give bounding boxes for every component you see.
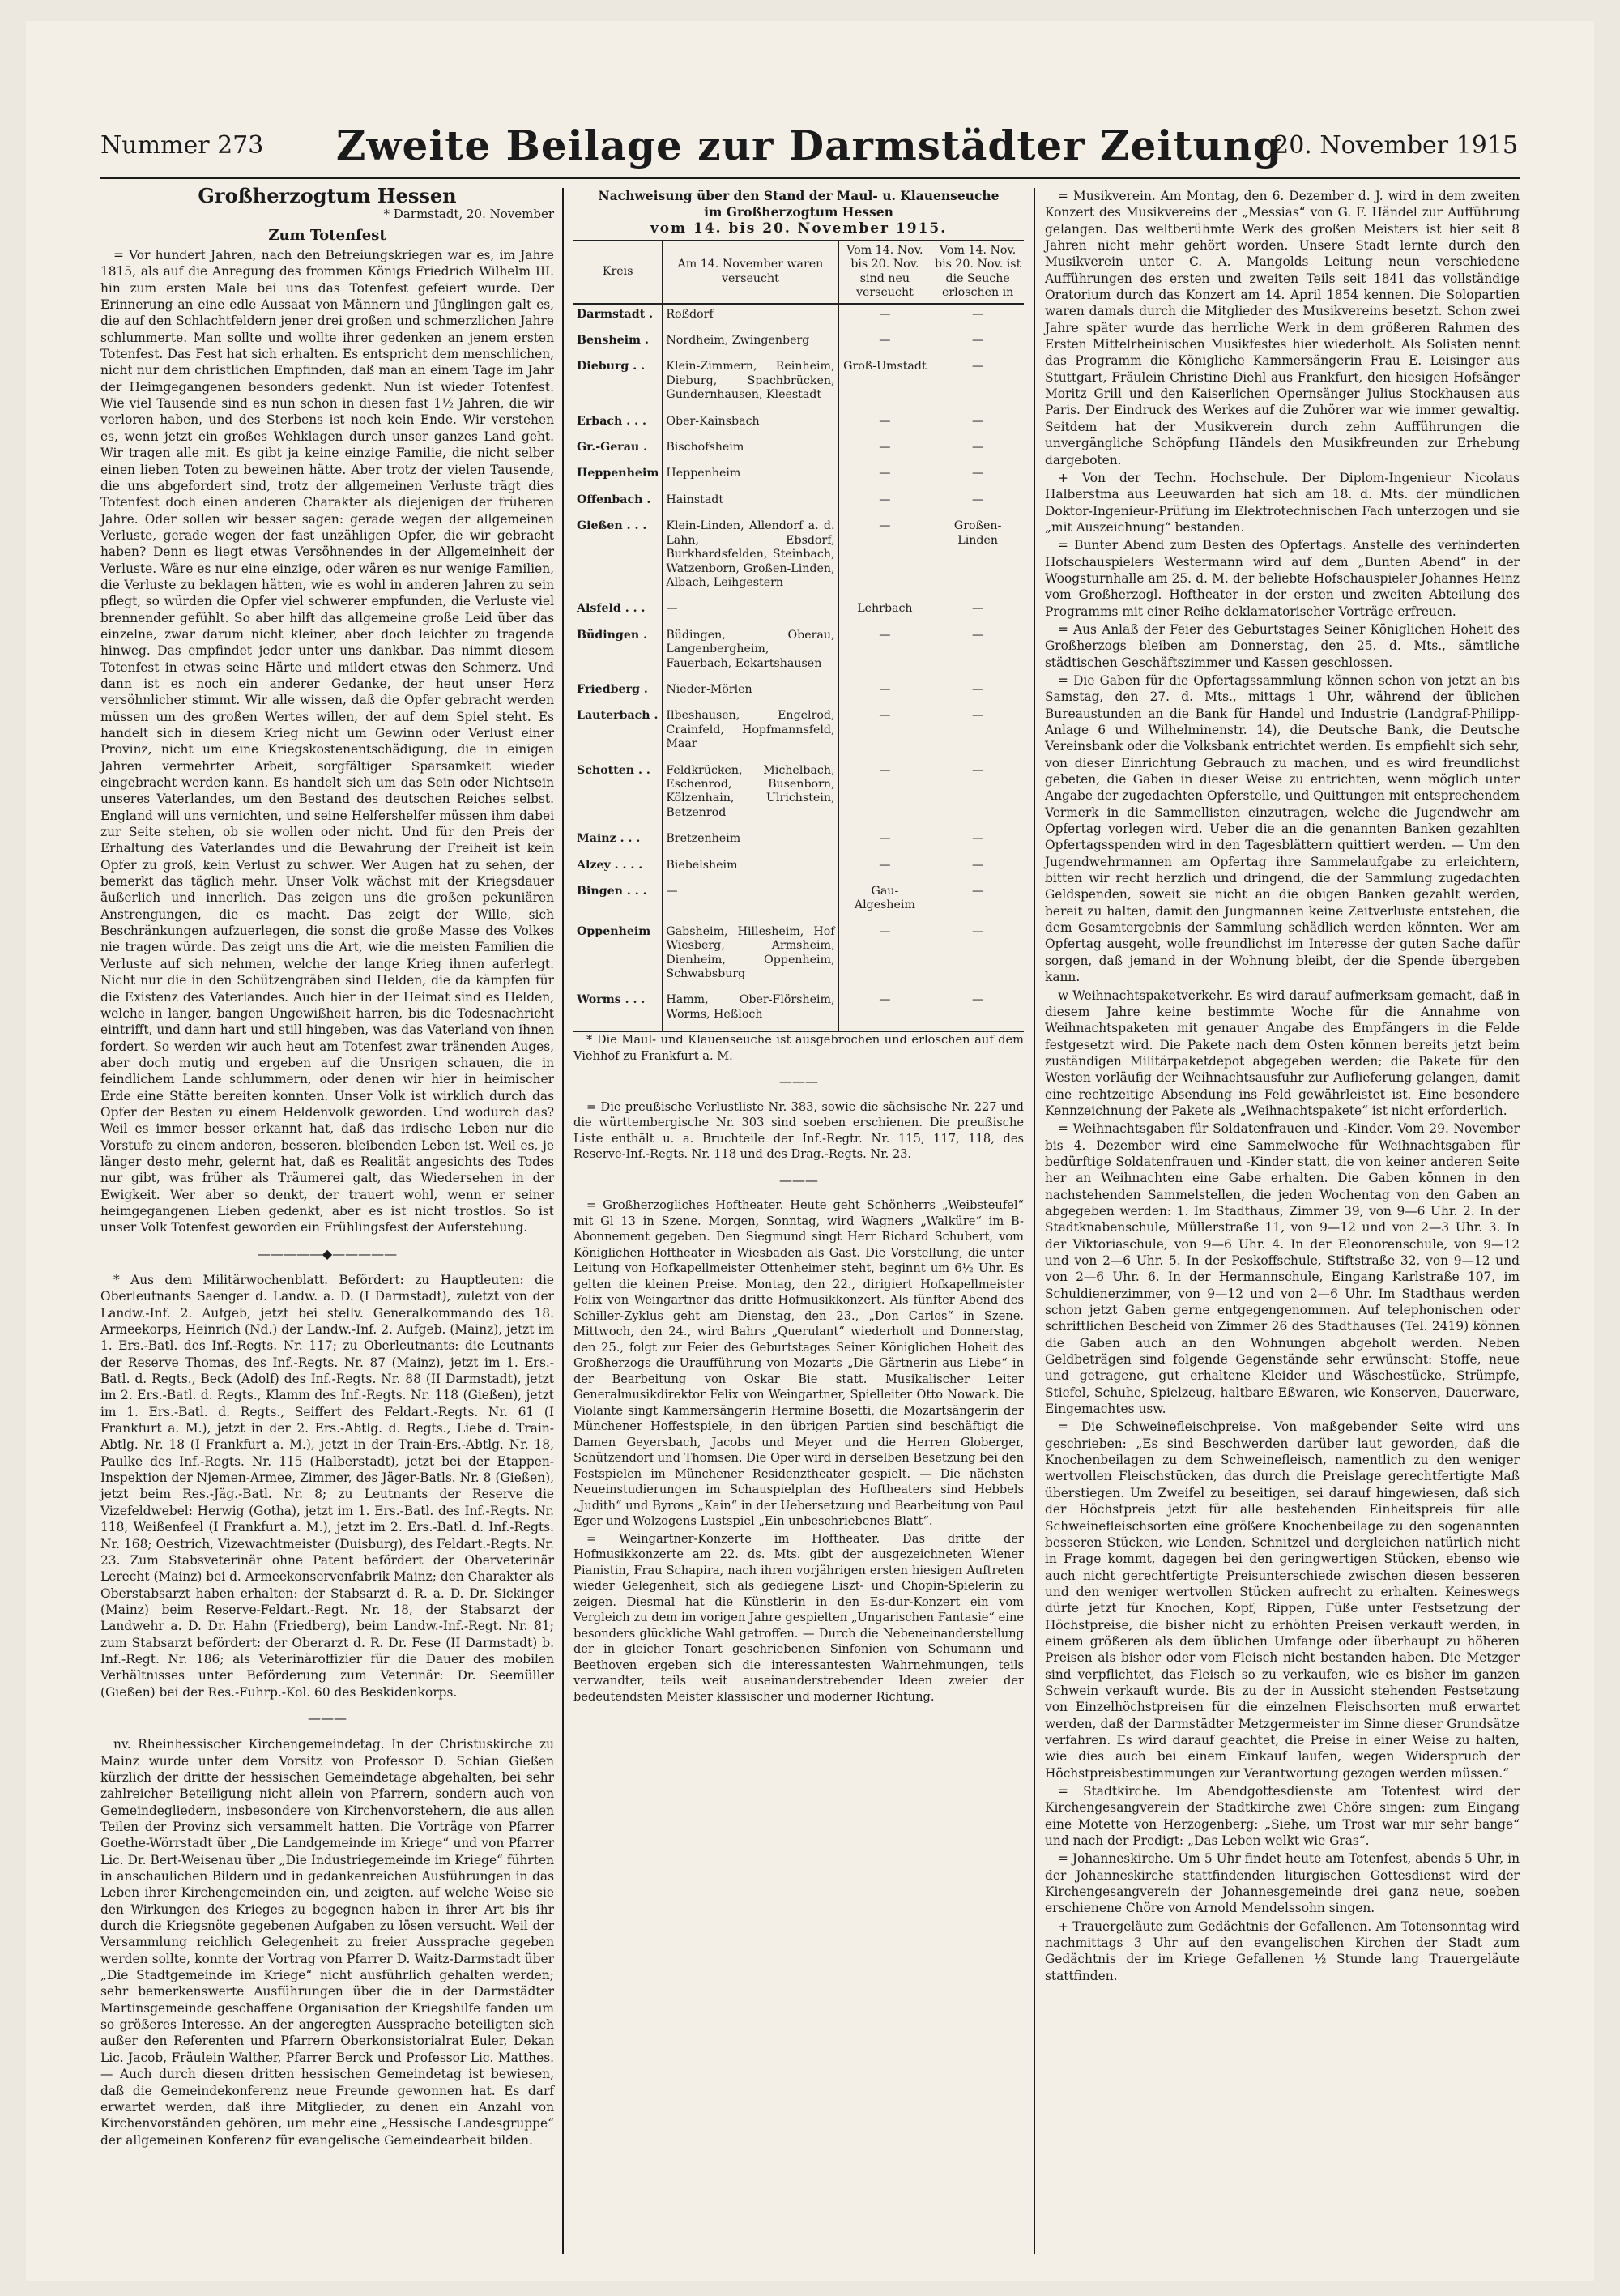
- table-cell: Gabsheim, Hillesheim, Hof Wiesberg, Armsheim, Dienheim, Oppenheim, Schwabsburg: [663, 922, 838, 991]
- table-cell: —: [932, 490, 1024, 516]
- article-opfertag: = Die Gaben für die Opfertagssammlung können schon von jetzt an bis Samstag, den 27. d. Mts., mittags 1 Uhr, während der üblichen Bureaustunden an die Bank für Handel und Industrie (Landgraf-Philipp-Anlage 6 und Wilhelminenstr. 14), die Deutsche Bank, die Deutsche Vereinsbank oder die Volksbank entrichtet werden. Es empfiehlt sich sehr, von dieser Einrichtung Gebrauch zu machen, und es wird freundlichst gebeten, die Gaben in dieser Weise zu entrichten, wenn möglich unter Angabe der zugedachten Opferstelle, und Quittungen mit entsprechendem Vermerk in die Sammellisten einzutragen, welche die Jugendwehr am Opfertag vorlegen wird. Ueber die an die genannten Banken gezahlten Opfertagsspenden wird in den Tagesblättern quittiert werden. — Um den Jugendwehrmannen am Opfertag ihre Sammelaufgabe zu erleichtern, bitten wir recht herzlich und dringend, die der Sammlung zugedachten Geldspenden, soweit sie nicht an die obigen Banken gezahlt werden, bereit zu halten, damit den Jungmannen keine Zeitverluste entstehen, die dem Gesamtergebnis der Sammlung schädlich werden könnten. Wer am Opfertag ausgeht, wolle freundlichst im Interesse der guten Sache dafür sorgen, daß jemand in der Wohnung bleibt, der die Spende übergeben kann.: [1045, 672, 1520, 985]
- kreis-cell: Bensheim .: [577, 334, 649, 348]
- table-row: [573, 706, 1024, 760]
- table-cell: —: [932, 856, 1024, 881]
- table-cell: —: [932, 437, 1024, 463]
- table-cell: Groß-Umstadt: [838, 356, 932, 411]
- seuche-note: * Die Maul- und Klauenseuche ist ausgebrochen und erloschen auf dem Viehhof zu Frankfurt a. M.: [573, 1033, 1024, 1063]
- table-row: [573, 463, 1024, 489]
- kreis-cell: Worms . . .: [573, 990, 663, 1031]
- table-row: [573, 412, 1024, 437]
- column-left: [100, 184, 554, 2150]
- table-cell: —: [932, 599, 1024, 625]
- article-hochschule: + Von der Techn. Hochschule. Der Diplom-Ingenieur Nicolaus Halberstma aus Leeuwarden hat sich am 18. d. Mts. der mündlichen Doktor-Ingenieur-Prüfung im Elektrotechnischen Fach unterzogen und sie „mit Auszeichnung“ bestanden.: [1045, 470, 1520, 535]
- article-weingartner: = Weingartner-Konzerte im Hoftheater. Das dritte der Hofmusikkonzerte am 22. ds. Mts. gibt der ausgezeichneten Wiener Pianistin, Frau Schapira, nach ihren vorjährigen ersten hiesigen Auftreten wieder Gelegenheit, sich als gediegene Liszt- und Chopin-Spielerin zu zeigen. Diesmal hat die Künstlerin in den Es-dur-Konzert ein vom Vergleich zu dem im vorigen Jahre gespielten „Ungarischen Fantasie“ eine besonders glückliche Wahl getroffen. — Durch die Nebeneinanderstellung der in gleicher Tonart geschriebenen Sinfonien von Schumann und Beethoven ergeben sich die interessantesten Wahrnehmungen, teils verwandter, teils weit auseinanderstrebender Ideen zweier der bedeutendsten Meister klassischer und moderner Richtung.: [573, 1531, 1024, 1704]
- article-verlustliste: = Die preußische Verlustliste Nr. 383, sowie die sächsische Nr. 227 und die württembergische Nr. 303 sind soeben erschienen. Die preußische Liste enthält u. a. Bruchteile der Inf.-Regtr. Nr. 115, 117, 118, des Reserve-Inf.-Regts. Nr. 118 und des Drag.-Regts. Nr. 23.: [573, 1099, 1024, 1162]
- table-cell: —: [932, 356, 1024, 411]
- table-cell: —: [932, 463, 1024, 489]
- table-cell: Biebelsheim: [663, 856, 838, 881]
- table-row: [573, 922, 1024, 991]
- kreis-cell: Schotten . .: [577, 763, 650, 777]
- masthead: [100, 122, 1518, 172]
- article-hoftheater: = Großherzogliches Hoftheater. Heute geht Schönherrs „Weibsteufel“ mit Gl 13 in Szene. Morgen, Sonntag, wird Wagners „Walküre“ im B-Abonnement gegeben. Den Siegmund singt Herr Richard Schubert, vom Königlichen Hoftheater in Wiesbaden als Gast. Die Vorstellung, die unter Leitung von Hofkapellmeister Ottenheimer steht, beginnt um 6½ Uhr. Es gelten die kleinen Preise. Montag, den 22., dirigiert Hofkapellmeister Felix von Weingartner das dritte Hofmusikkonzert. Als fünfter Abend des Schiller-Zyklus geht am Dienstag, den 23., „Don Carlos“ in Szene. Mittwoch, den 24., wird Bahrs „Querulant“ wiederholt und Donnerstag, den 25., folgt zur Feier des Geburtstages Seiner Königlichen Hoheit des Großherzogs die Uraufführung von Mozarts „Die Gärtnerin aus Liebe“ in der Bearbeitung von Oskar Bie statt. Musikalischer Leiter Generalmusikdirektor Felix von Weingartner, Spielleiter Otto Nowack. Die Violante singt Kammersängerin Hermine Bosetti, die Mozartsängerin der Münchener Hoffestspiele, in den übrigen Partien sind beschäftigt die Damen Geyersbach, Jacobs und Meyer und die Herren Globerger, Schützendorf und Thomsen. Die Oper wird in derselben Besetzung bei den Festspielen im Münchener Residenztheater gespielt. — Die nächsten Neueinstudierungen im Schauspielplan des Hoftheaters sind Hebbels „Judith“ und Byrons „Kain“ in der Uebersetzung und Bearbeitung von Paul Eger und Wolzogens Lustspiel „Ein unbeschriebenes Blatt“.: [573, 1198, 1024, 1529]
- table-cell: Hainstadt: [663, 490, 838, 516]
- column-divider-2: [1034, 188, 1035, 2254]
- article-title-totenfest: Zum Totenfest: [268, 226, 386, 244]
- short-rule: ———: [779, 1073, 818, 1090]
- seuche-table: [573, 240, 1024, 1032]
- table-cell: Feldkrücken, Michelbach, Eschenrod, Busenborn, Kölzenhain, Ulrichstein, Betzenrod: [663, 761, 838, 830]
- table-row: [573, 881, 1024, 922]
- table-row: [573, 437, 1024, 463]
- table-cell: —: [838, 761, 932, 830]
- table-cell: —: [663, 881, 838, 922]
- table-title-line-3: vom 14. bis 20. November 1915.: [650, 220, 948, 237]
- column-header: Vom 14. Nov. bis 20. Nov. sind neu verseucht: [838, 241, 932, 304]
- table-row: [573, 516, 1024, 599]
- table-cell: —: [932, 706, 1024, 760]
- table-cell: —: [838, 706, 932, 760]
- issue-number: Nummer 273: [100, 131, 264, 160]
- table-cell: Roßdorf: [663, 304, 838, 331]
- table-cell: —: [838, 463, 932, 489]
- table-cell: —: [838, 490, 932, 516]
- kreis-cell: Dieburg . .: [577, 360, 646, 373]
- masthead-rule: [100, 177, 1520, 179]
- kreis-cell: Lauterbach .: [577, 709, 659, 723]
- table-cell: Gau-Algesheim: [838, 881, 932, 922]
- article-weihnachtspakete: w Weihnachtspaketverkehr. Es wird darauf aufmerksam gemacht, daß in diesem Jahre keine bestimmte Woche für die Annahme von Weihnachtspaketen mit genauer Angabe des Empfängers in die Felde festgesetzt wird. Die Pakete nach dem Osten können bereits jetzt beim zuständigen Militärpaketdepot abgegeben werden; die Pakete für den Westen vorläufig der Weihnachtsausfuhr zur Auflieferung gelangen, damit eine rechtzeitige Absendung ins Feld gewährleistet ist. Eine besondere Kennzeichnung der Pakete als „Weihnachtspakete“ ist nicht erforderlich.: [1045, 988, 1520, 1118]
- kreis-cell: Mainz . . .: [577, 832, 641, 846]
- table-cell: Bischofsheim: [663, 437, 838, 463]
- table-cell: —: [932, 922, 1024, 991]
- short-rule: ———: [779, 1171, 818, 1188]
- table-cell: Heppenheim: [663, 463, 838, 489]
- table-row: [573, 829, 1024, 855]
- table-cell: Bretzenheim: [663, 829, 838, 855]
- kreis-cell: Oppenheim: [577, 924, 651, 938]
- kreis-cell: Friedberg .: [577, 682, 648, 696]
- table-cell: —: [838, 922, 932, 991]
- table-cell: —: [838, 304, 932, 331]
- kreis-cell: Darmstadt .: [577, 307, 654, 321]
- table-cell: —: [663, 599, 838, 625]
- table-row: [573, 304, 1024, 331]
- article-militaerwochenblatt: * Aus dem Militärwochenblatt. Befördert: zu Hauptleuten: die Oberleutnants Saenger d. Landw. a. D. (I Darmstadt), zuletzt von der Landw.-Inf. 2. Aufgeb, jetzt bei stellv. Generalkommando des 18. Armeekorps, Heinrich (Nd.) der Landw.-Inf. 2. Aufgeb. (Mainz), jetzt im 1. Ers.-Batl. des Inf.-Regts. Nr. 117; zu Oberleutnants: die Leutnants der Reserve Thomas, des Inf.-Regts. Nr. 87 (Mainz), jetzt im 1. Ers.-Batl. d. Regts., Beck (Adolf) des Inf.-Regts. Nr. 88 (II Darmstadt), jetzt im 2. Ers.-Batl. d. Regts., Klamm des Inf.-Regts. Nr. 118 (Gießen), jetzt im 1. Ers.-Batl. d. Regts., Seiffert des Feldart.-Regts. Nr. 61 (I Frankfurt a. M.), jetzt in der 2. Ers.-Abtlg. d. Regts., Liebe d. Train-Abtlg. Nr. 18 (I Frankfurt a. M.), jetzt in der Train-Ers.-Abtlg. Nr. 18, Paulke des Inf.-Regts. Nr. 115 (Halberstadt), jetzt bei der Etappen-Inspektion der Njemen-Armee, Zimmer, des Jäger-Batls. Nr. 8 (Gießen), jetzt beim Res.-Jäg.-Batl. Nr. 8; zu Leutnants der Reserve die Vizefeldwebel: Herwig (Gotha), jetzt im 1. Ers.-Batl. des Inf.-Regts. Nr. 118, Weißenfeel (I Frankfurt a. M.), jetzt im 2. Ers.-Batl. d. Inf.-Regts. Nr. 168; Oestrich, Vizewachtmeister (Duisburg), des Feldart.-Regts. Nr. 23. Zum Stabsveterinär ohne Patent befördert der Oberveterinär Lerecht (Mainz) bei d. Armeekonservenfabrik Mainz; den Charakter als Oberstabsarzt haben erhalten: der Stabsarzt d. R. a. D. Dr. Sickinger (Mainz) beim Reserve-Feldart.-Regt. Nr. 18, der Stabsarzt der Landwehr a. D. Dr. Hahn (Friedberg), beim Landw.-Inf.-Regt. Nr. 81; zum Stabsarzt befördert: der Oberarzt d. R. Dr. Fese (II Darmstadt) b. Inf.-Regt. Nr. 186; als Veterinäroffizier für die Dauer des mobilen Verhältnisses unter Beförderung zum Veterinär: Dr. Seemüller (Gießen) bei der Res.-Fuhrp.-Kol. 60 des Beskidenkorps.: [100, 1273, 554, 1700]
- issue-date: 20. November 1915: [1273, 131, 1518, 160]
- kreis-cell: Offenbach .: [577, 493, 651, 506]
- table-cell: —: [932, 625, 1024, 680]
- kreis-cell: Alsfeld . . .: [577, 602, 646, 616]
- kreis-cell: Alzey . . . .: [577, 858, 643, 872]
- column-header: Vom 14. Nov. bis 20. Nov. ist die Seuche erloschen in: [932, 241, 1024, 304]
- article-trauergelaeute: + Trauergeläute zum Gedächtnis der Gefallenen. Am Totensonntag wird nachmittags 3 Uhr auf den evangelischen Kirchen der Stadt zum Gedächtnis der im Kriege Gefallenen ½ Stunde lang Trauergeläute stattfinden.: [1045, 1918, 1520, 1983]
- article-schweinefleisch: = Die Schweinefleischpreise. Von maßgebender Seite wird uns geschrieben: „Es sind Beschwerden darüber laut geworden, daß die Knochenbeilagen zu dem Schweinefleisch, namentlich zu den weniger wertvollen Fleischstücken, das durch die Preislage gerechtfertigte Maß überstiegen. Um Zweifel zu beseitigen, sei darauf hingewiesen, daß sich der Höchstpreis jetzt für alle bestehenden Einheitspreis für alle Schweinefleischsorten eine größere Knochenbeilage zu den sogenannten besseren Stücken, wie Lenden, Schnitzel und dergleichen natürlich nicht in Frage kommt, dagegen bei den geringwertigen Stücken, ebenso wie auch nicht gerechtfertigte Preisunterschiede zwischen diesen besseren und den weniger wertvollen Stücken aufrecht zu erhalten. Keineswegs dürfe jetzt für Knochen, Kopf, Rippen, Füße unter Festsetzung der Höchstpreise, die bisher nicht zu erhöhten Preisen verkauft werden, in einem größeren als dem üblichen Umfange oder überhaupt zu höheren Preisen als bisher oder vom Fleisch nicht bestanden haben. Die Metzger sind verpflichtet, das Fleisch so zu verkaufen, wie es bisher im ganzen Schwein verkauft wurde. Bis zu der in Aussicht stehenden Festsetzung von Einzelhöchstpreisen für die einzelnen Fleischsorten muß erwartet werden, daß der Darmstädter Metzgermeister im Sinne dieser Grundsätze verfahren. Es wird darauf geachtet, die Preise in einer Weise zu halten, wie dies auch bei einem Einkauf laufen, wegen Widerspruch der Höchstpreisbestimmungen zur Verantwortung gezogen werden müssen.“: [1045, 1419, 1520, 1781]
- table-cell: —: [932, 331, 1024, 356]
- table-cell: —: [838, 990, 932, 1031]
- table-cell: —: [838, 856, 932, 881]
- table-row: [573, 625, 1024, 680]
- article-stadtkirche: = Stadtkirche. Im Abendgottesdienste am Totenfest wird der Kirchengesangverein der Stadtkirche zwei Chöre singen: zum Eingang eine Motette von Herzogenberg: „Siehe, um Trost war mir sehr bange“ und nach der Predigt: „Das Leben welkt wie Gras“.: [1045, 1784, 1520, 1849]
- table-row: [573, 990, 1024, 1031]
- table-cell: Ober-Kainsbach: [663, 412, 838, 437]
- table-body: [573, 304, 1024, 1032]
- article-musikverein: = Musikverein. Am Montag, den 6. Dezember d. J. wird in dem zweiten Konzert des Musikvereins der „Messias“ von G. F. Händel zur Aufführung gelangen. Das weltberühmte Werk des großen Meisters ist hier seit 8 Jahren nicht mehr gehört worden. Unsere Stadt lernte durch den Musikverein unter C. A. Mangolds Leitung neun verschiedene Aufführungen des ersten und zweiten Teils seit 1841 das vollständige Oratorium durch das Konzert am 14. April 1854 kennen. Die Solopartien waren damals durch die Mitglieder des Musikvereins besetzt. Schon zwei Jahre später wurde das herrliche Werk in dem größeren Rahmen des Ersten Mittelrheinischen Musikfestes hier wiederholt. Als Solisten nennt das Programm die Königliche Kammersängerin Frau E. Leisinger aus Stuttgart, Fräulein Christine Diehl aus Frankfurt, den hiesigen Hofsänger Moritz Grill und den Kaiserlichen Opernsänger Julius Stockhausen aus Paris. Der Eindruck des Werkes auf die Zuhörer war wie immer gewaltig. Seitdem hat der Musikverein durch zehn Aufführungen die unvergängliche Schöpfung Händels den Musikfreunden zur Erhebung dargeboten.: [1045, 189, 1520, 467]
- article-johanneskirche: = Johanneskirche. Um 5 Uhr findet heute am Totenfest, abends 5 Uhr, in der Johanneskirche stattfindenden liturgischen Gottesdienst wird der Kirchengesangverein der Johannesgemeinde drei ganz neue, soeben erschienene Chöre von Arnold Mendelssohn singen.: [1045, 1851, 1520, 1916]
- table-cell: Büdingen, Oberau, Langenbergheim, Fauerbach, Eckartshausen: [663, 625, 838, 680]
- table-cell: —: [838, 412, 932, 437]
- table-row: [573, 856, 1024, 881]
- table-cell: —: [932, 680, 1024, 706]
- table-row: [573, 331, 1024, 356]
- table-cell: Hamm, Ober-Flörsheim, Worms, Heßloch: [663, 990, 838, 1031]
- article-kirchengemeindetag: nv. Rheinhessischer Kirchengemeindetag. In der Christuskirche zu Mainz wurde unter dem Vorsitz von Professor D. Schian Gießen kürzlich der dritte der hessischen Gemeindetage abgehalten, bei sehr zahlreicher Beteiligung nicht allein von Pfarrern, sondern auch von Gemeindegliedern, insbesondere von Kirchenvorstehern, die aus allen Teilen der Provinz sich versammelt hatten. Die Vorträge von Pfarrer Goethe-Wörrstadt über „Die Landgemeinde im Kriege“ und von Pfarrer Lic. Dr. Bert-Weisenau über „Die Industriegemeinde im Kriege“ führten in anschaulichen Bildern und in gedankenreichen Ausführungen in das Leben ihrer Kirchengemeinden ein, und zeigten, auf welche Weise sie den Wirkungen des Krieges zu begegnen haben in ihrer Art bis ihr durch die Kriegsnöte gegebenen Aufgaben zu lösen versucht. Weil der Versammlung reichlich Gelegenheit zu freier Aussprache gegeben werden sollte, konnte der Vortrag von Pfarrer D. Waitz-Darmstadt über „Die Stadtgemeinde im Kriege“ nicht ausführlich gehalten werden; sehr bemerkenswerte Ausführungen über die in der Darmstädter Martinsgemeinde geschaffene Organisation der Kriegshilfe fanden um so größeres Interesse. An der angeregten Aussprache beteiligten sich außer den Referenten und Pfarrern Oberkonsistorialrat Euler, Dekan Lic. Jacob, Fräulein Walther, Pfarrer Berck und Professor Lic. Matthes. — Auch durch diesen dritten hessischen Gemeindetag ist bewiesen, daß die Gemeindekonferenz neue Freunde gewonnen hat. Es darf erwartet werden, daß ihre Mitglieder, zu denen ein Anzahl von Kirchenvorständen gehören, um mehr eine „Hessische Landesgruppe“ der allgemeinen Konferenz für evangelische Gemeindearbeit bilden.: [100, 1737, 554, 2148]
- table-cell: Nieder-Mörlen: [663, 680, 838, 706]
- column-divider-1: [562, 188, 564, 2254]
- table-header-row: [573, 241, 1024, 304]
- table-cell: —: [838, 516, 932, 599]
- article-totenfest: = Vor hundert Jahren, nach den Befreiungskriegen war es, im Jahre 1815, als auf die Anregung des frommen Königs Friedrich Wilhelm III. hin zum ersten Male bei uns das Totenfest gefeiert wurde. Der Erinnerung an eine edle Aussaat von Männern und Jünglingen galt es, die auf den Schlachtfeldern jener drei großen und schmerzlichen Jahre schlummerte. Man sollte und wollte ihrer gedenken an jenem ersten Totenfest. Das Fest hat sich erhalten. Es entspricht dem menschlichen, nicht nur dem christlichen Empfinden, daß man an einem Tage im Jahr der Heimgegangenen besonders gedenkt. Nun ist wieder Totenfest. Wie viel Tausende sind es nun schon in diesen fast 1½ Jahren, die wir verloren haben, und des Sterbens ist noch kein Ende. Wir verstehen es, wenn jetzt ein großes Wehklagen durch unser ganzes Land geht. Wir tragen alle mit. Es gibt ja keine einzige Familie, die nicht selber einen lieben Toten zu beweinen hätte. Aber trotz der vielen Tausende, die uns abgefordert sind, trotz der allgemeinen Verluste trägt dies Totenfest doch einen anderen Charakter als diejenigen der früheren Jahre. Oder sollen wir besser sagen: gerade wegen der allgemeinen Verluste, gerade wegen der fast unzähligen Opfer, die wir gebracht haben? Denn es liegt etwas Versöhnendes in der Allgemeinheit der Verluste. Wäre es nur eine einzige, oder wären es nur wenige Familien, die Verluste zu beklagen hätten, wie es wohl in anderen Jahren zu sein pflegt, so würden die Opfer viel schwerer empfunden, die Verluste viel brennender gefühlt. So aber hilft das allgemeine große Leid über das einzelne, zwar darum nicht kleiner, aber doch leichter zu tragende hinweg. Das empfindet jeder unter uns dankbar. Das nimmt diesem Totenfest in etwas seine Härte und mildert etwas den Schmerz. Und dann ist es noch ein anderer Gedanke, der heut unser Herz versöhnlicher stimmt. Wir alle wissen, daß die Opfer gebracht werden müssen um des großen Wertes willen, der auf dem Spiel steht. Es handelt sich in diesem Krieg nicht um Gewinn oder Verlust einer Provinz, nicht um eine Kriegskostenentschädigung, die in einigen Jahren vermehrter Arbeit, sorgfältiger Sparsamkeit wieder eingebracht werden kann. Es handelt sich um das Sein oder Nichtsein unseres Vaterlandes, um den Bestand des deutschen Reiches selbst. England will uns vernichten, und seine Helfershelfer müssen ihm dabei zur Seite stehen, ob sie wollen oder nicht. Und für den Preis der Erhaltung des Vaterlandes und die Bewahrung der Freiheit ist kein Opfer zu groß, kein Verlust zu schwer. Wer Augen hat zu sehen, der bemerkt das täglich mehr. Unser Volk wächst mit der Kriegsdauer äußerlich und innerlich. Das zeigen uns die großen pekuniären Anstrengungen, die es macht. Das zeigt der Wille, sich Beschränkungen aufzuerlegen, die sonst die große Masse des Volkes nie tragen würde. Das zeigt uns die Art, wie die meisten Familien die Verluste auf sich nehmen, welche der lange Krieg ihnen auferlegt. Nicht nur die in den Schützengräben sind Helden, die da kämpfen für die Existenz des Vaterlandes. Auch hier in der Heimat sind es Helden, welche in langer, bangen Ungewißheit harren, bis die Todesnachricht eintrifft, und dann hart und still hingeben, was das Vaterland von ihnen fordert. So werden wir auch heut am Totenfest zwar tränenden Auges, aber doch mutig und ergeben auf die Unsrigen schauen, die in feindlichem Lande schlummern, oder denen wir hier in heimischer Erde eine Stätte bereiten konnten. Unser Volk ist wirklich durch das Opfer der Besten zu einem Heldenvolk geworden. Und wodurch das? Weil es immer besser erkannt hat, daß das irdische Leben nur die Vorstufe zu einem anderen, besseren, bleibenden Leben ist. Weil es, je länger desto mehr, gelernt hat, daß es Realität angesichts des Todes nur gibt, was früher als Träumerei galt, das Wiedersehen in der Ewigkeit. Wer aber so denkt, der trauert wohl, wenn er seiner heimgegangenen Lieben gedenkt, aber es ist nicht trostlos. So ist unser Volk Totenfest geworden ein Frühlingsfest der Auferstehung.: [100, 248, 554, 1235]
- table-cell: Großen-Linden: [932, 516, 1024, 599]
- table-cell: Klein-Zimmern, Reinheim, Dieburg, Spachbrücken, Gundernhausen, Kleestadt: [663, 356, 838, 411]
- article-bunter-abend: = Bunter Abend zum Besten des Opfertags. Anstelle des verhinderten Hofschauspielers Westermann wird auf dem „Bunten Abend“ in der Woogsturnhalle am 25. d. M. der beliebte Hofschauspieler Johannes Heinz vom Großherzogl. Hoftheater in der ersten und zweiten Abteilung des Programms mit einer Reihe deklamatorischer Vorträge erfreuen.: [1045, 538, 1520, 619]
- table-title-line-1: Nachweisung über den Stand der Maul- u. Klauenseuche: [598, 188, 1000, 203]
- kreis-cell: Büdingen .: [577, 628, 648, 642]
- article-geburtstag: = Aus Anlaß der Feier des Geburtstages Seiner Königlichen Hoheit des Großherzogs bleiben am Donnerstag, den 25. d. Mts., sämtliche städtischen Geschäftszimmer und Kassen geschlossen.: [1045, 621, 1520, 670]
- table-cell: —: [838, 331, 932, 356]
- kreis-cell: Gießen . . .: [577, 519, 647, 533]
- table-cell: —: [838, 829, 932, 855]
- kreis-cell: Bingen . . .: [577, 885, 647, 898]
- table-cell: —: [932, 304, 1024, 331]
- short-rule: ———: [308, 1709, 347, 1726]
- table-cell: Lehrbach: [838, 599, 932, 625]
- newspaper-title: Zweite Beilage zur Darmstädter Zeitung: [335, 122, 1283, 169]
- table-cell: —: [932, 829, 1024, 855]
- table-cell: —: [932, 881, 1024, 922]
- table-cell: —: [932, 990, 1024, 1031]
- table-title-line-2: im Großherzogtum Hessen: [704, 204, 893, 220]
- table-cell: —: [838, 680, 932, 706]
- table-cell: Nordheim, Zwingenberg: [663, 331, 838, 356]
- kreis-cell: Gr.-Gerau .: [577, 441, 648, 455]
- section-title: Großherzogtum Hessen: [198, 184, 457, 207]
- table-row: [573, 680, 1024, 706]
- article-weihnachtsgaben: = Weihnachtsgaben für Soldatenfrauen und -Kinder. Vom 29. November bis 4. Dezember wird eine Sammelwoche für Weihnachtsgaben für bedürftige Soldatenfrauen und -Kinder statt, die von keiner anderen Seite her an Weihnachten eine Gabe erhalten. Die Gaben können in den nachstehenden Sammelstellen, die jeden Wochentag von den Gaben an abgegeben werden: 1. Im Stadthaus, Zimmer 39, von 9—6 Uhr. 2. In der Stadtknabenschule, Müllerstraße 11, von 9—12 und von 2—3 Uhr. 3. In der Viktoriaschule, von 9—6 Uhr. 4. In der Eleonorenschule, von 9—12 und von 2—6 Uhr. 5. In der Peskoffschule, Stiftstraße 32, von 9—12 und von 2—6 Uhr. 6. In der Hermannschule, Eingang Karlstraße 107, im Schuldienerzimmer, von 9—12 und von 2—6 Uhr. Im Stadthaus werden schon jetzt Gaben gerne entgegengenommen. Auf telephonischen oder schriftlichen Bescheid von Zimmer 26 des Stadthauses (Tel. 2419) können die Gaben auch an den Wohnungen abgeholt werden. Neben Geldbeträgen sind folgende Gegenstände sehr erwünscht: Stoffe, neue und getragene, gut erhaltene Kleider und Wäschestücke, Strümpfe, Stiefel, Schuhe, Spielzeug, haltbare Eßwaren, wie Konserven, Dauerware, Eingemachtes usw.: [1045, 1121, 1520, 1417]
- dateline: * Darmstadt, 20. November: [383, 207, 554, 222]
- kreis-cell: Erbach . . .: [577, 414, 646, 428]
- ornament-divider: —————◆—————: [257, 1245, 398, 1261]
- table-row: [573, 599, 1024, 625]
- table-cell: —: [932, 412, 1024, 437]
- kreis-cell: Heppenheim: [577, 467, 659, 480]
- table-cell: —: [838, 625, 932, 680]
- table-row: [573, 490, 1024, 516]
- column-header: Am 14. November waren verseucht: [663, 241, 838, 304]
- table-row: [573, 761, 1024, 830]
- table-heading: [573, 188, 1024, 237]
- table-row: [573, 356, 1024, 411]
- column-right: [1045, 188, 1520, 1986]
- table-cell: Klein-Linden, Allendorf a. d. Lahn, Ebsdorf, Burkhardsfelden, Steinbach, Watzenborn, Großen-Linden, Albach, Leihgestern: [663, 516, 838, 599]
- table-cell: —: [838, 437, 932, 463]
- column-header: Kreis: [573, 241, 663, 304]
- table-cell: —: [932, 761, 1024, 830]
- column-middle: [573, 188, 1024, 1706]
- table-cell: Ilbeshausen, Engelrod, Crainfeld, Hopfmannsfeld, Maar: [663, 706, 838, 760]
